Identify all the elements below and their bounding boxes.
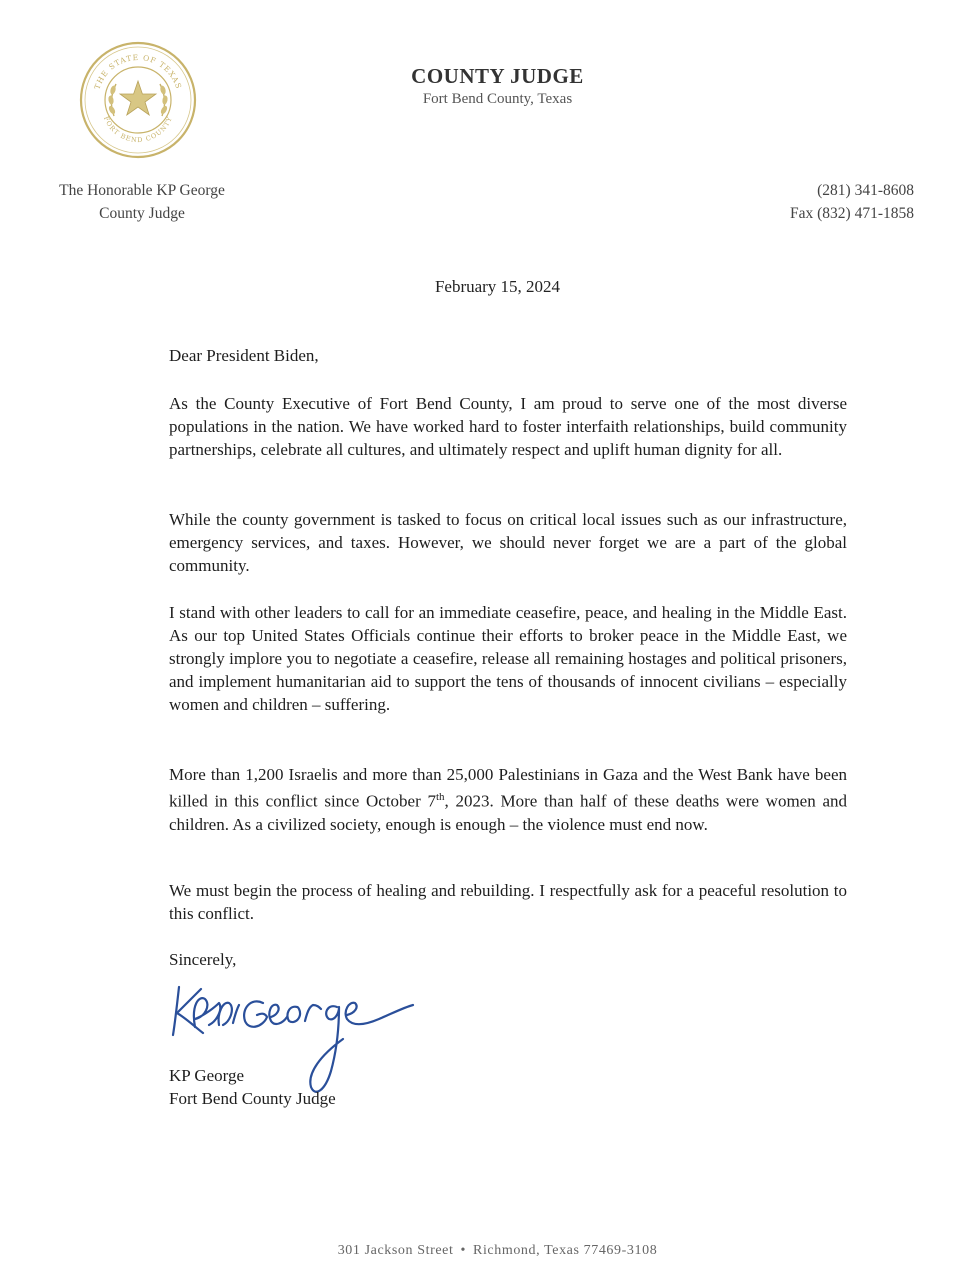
letterhead-subtitle: Fort Bend County, Texas: [422, 91, 573, 107]
seal-legend-top: THE STATE OF TEXAS: [92, 52, 184, 91]
signer-block: [169, 1064, 336, 1110]
ordinal-superscript: th: [435, 791, 445, 803]
fax-number: Fax (832) 471-1858: [790, 205, 914, 222]
paragraph-5: We must begin the process of healing and rebuilding. I respectfully ask for a peaceful resolution to this conflict.: [169, 881, 847, 923]
phone-number: (281) 341-8608: [817, 182, 914, 199]
closing: Sincerely,: [169, 950, 237, 969]
seal-legend-bottom: FORT BEND COUNTY: [101, 115, 175, 145]
footer-separator: •: [460, 1243, 466, 1258]
sender-title: County Judge: [99, 205, 185, 222]
footer-city: Richmond, Texas 77469-3108: [473, 1243, 658, 1258]
footer-address: [0, 1243, 980, 1259]
svg-text:FORT BEND COUNTY: [102, 115, 174, 144]
paragraph-1: As the County Executive of Fort Bend County, I am proud to serve one of the most diverse populations in the nation. We have worked hard to foster interfaith relationships, build community partnerships, celebrate all cultures, and ultimately respect and uplift human dignity for all.: [169, 394, 847, 459]
contact-block: [694, 179, 914, 225]
signer-title: Fort Bend County Judge: [169, 1089, 336, 1108]
sender-name: The Honorable KP George: [59, 182, 225, 199]
salutation: Dear President Biden,: [169, 346, 319, 365]
footer-street: 301 Jackson Street: [337, 1243, 454, 1258]
paragraph-4-part-1: More than 1,200 Israelis and more than 25,000 Palestinians in Gaza and the West Bank have been killed in this conflict since October 7: [169, 765, 847, 811]
letter-date: February 15, 2024: [434, 277, 561, 296]
paragraph-4-part-2: , 2023. More than half of these deaths were women and children. As a civilized society, enough is enough – the violence must end now.: [169, 791, 847, 834]
paragraph-2: While the county government is tasked to focus on critical local issues such as our infrastructure, emergency services, and taxes. However, we should never forget we are a part of the global community.: [169, 510, 847, 575]
signer-name: KP George: [169, 1066, 245, 1085]
sender-block: [44, 179, 240, 225]
paragraph-4: [169, 763, 847, 836]
letterhead-title: COUNTY JUDGE: [411, 64, 584, 88]
paragraph-3: I stand with other leaders to call for an immediate ceasefire, peace, and healing in the Middle East. As our top United States Officials continue their efforts to broker peace in the Middle East, we strongly implore you to negotiate a ceasefire, release all remaining hostages and political prisoners, and implement humanitarian aid to support the tens of thousands of innocent civilians – especially women and children – suffering.: [169, 603, 847, 714]
